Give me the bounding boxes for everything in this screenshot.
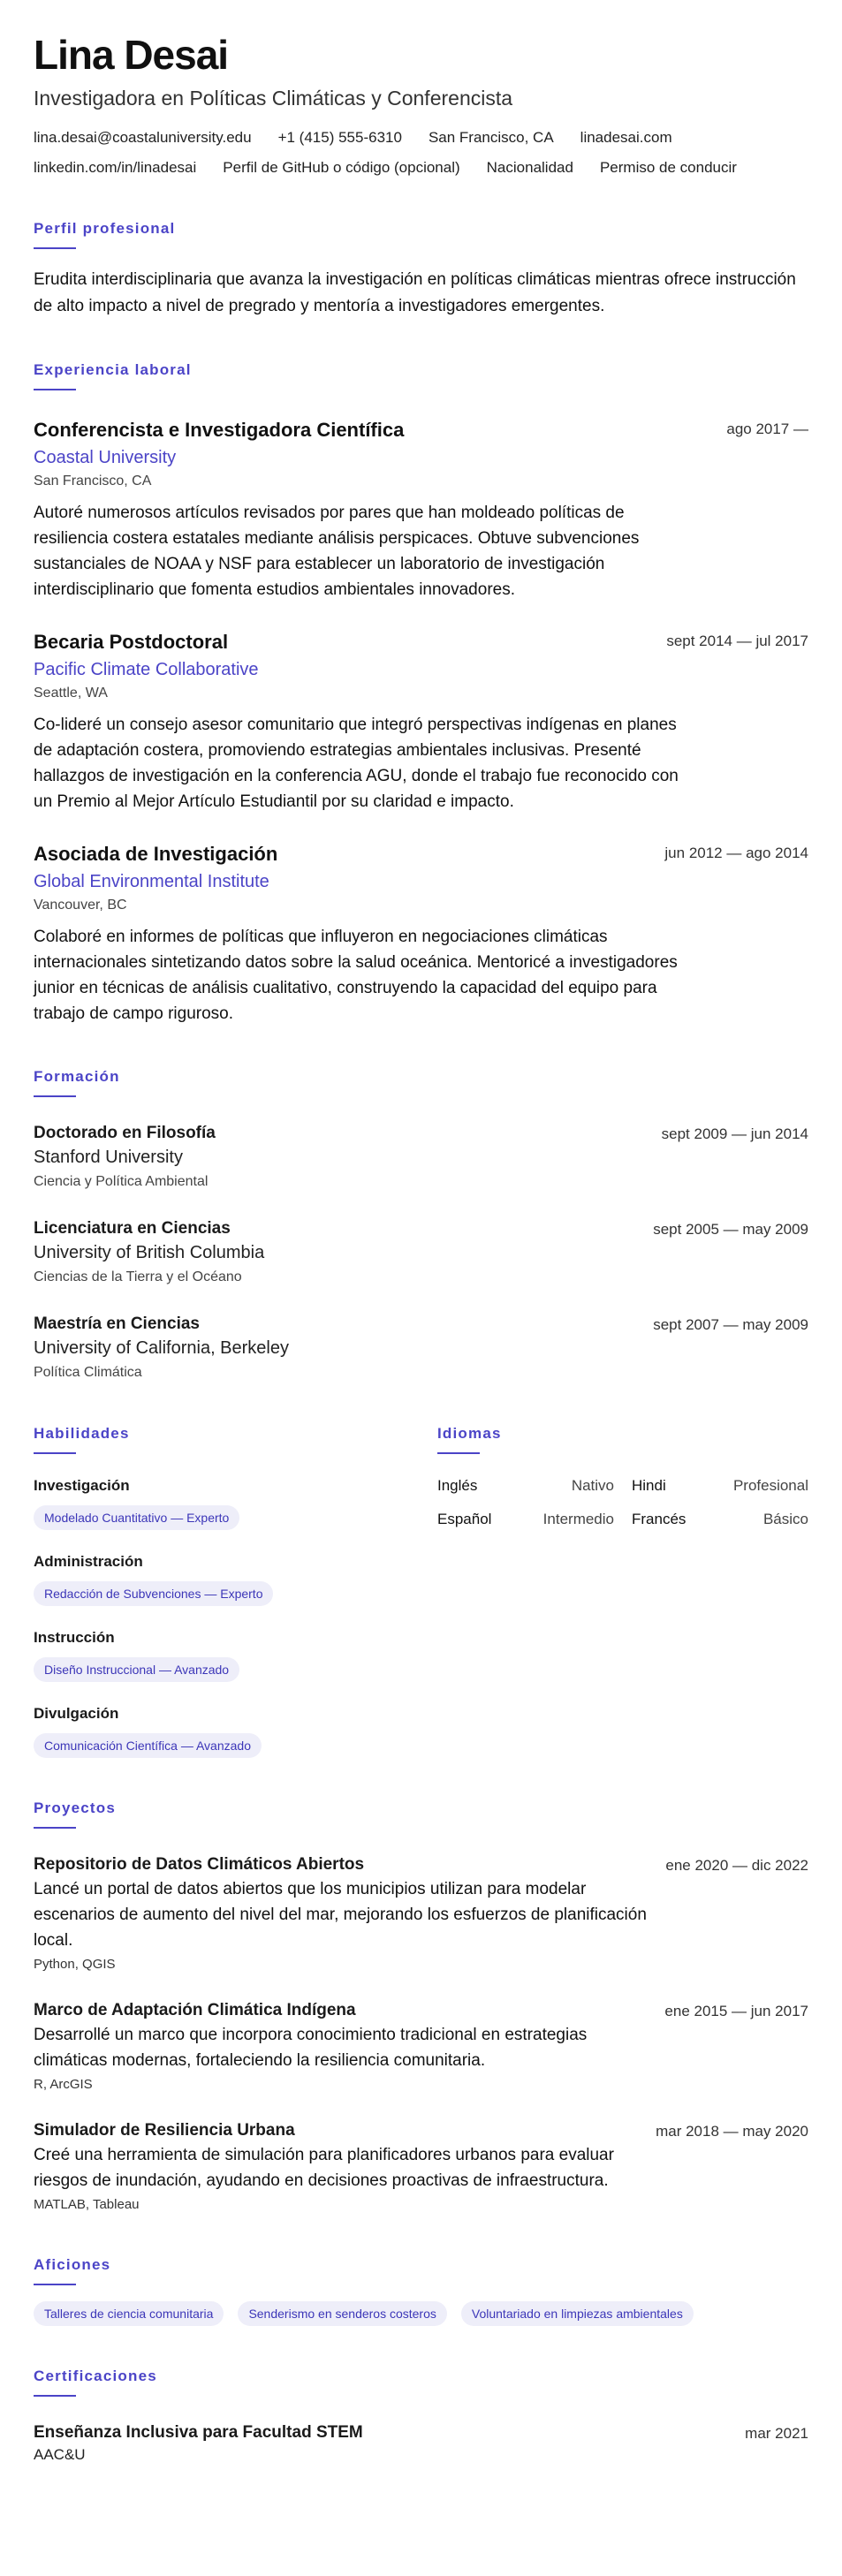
education-section [34,1067,808,1383]
job-location: Vancouver, BC [34,898,127,913]
education-dates: sept 2007 — may 2009 [653,1316,808,1333]
job-dates: jun 2012 — ago 2014 [664,845,808,861]
section-divider [34,1452,76,1454]
languages-grid [437,1475,808,1530]
project-entry [34,1853,808,1974]
skill-group [34,1475,405,1530]
job-company: Pacific Climate Collaborative [34,660,259,679]
skill-group [34,1627,405,1682]
job-location: San Francisco, CA [34,474,152,489]
section-title-skills: Habilidades [34,1425,130,1442]
school-name: University of British Columbia [34,1243,265,1262]
project-tech: Python, QGIS [34,1957,116,1972]
job-description: Co-lideré un consejo asesor comunitario que integró perspectivas indígenas en planes de adaptación costera, promoviendo estrategias ambientales inclusivas. Presenté hallazgos de investigación en la conferencia AGU, donde el trabajo fue reconocido con un Premio al Mejor Artículo Estudiantil por su claridad e impacto. [34,716,679,811]
section-title-profile: Perfil profesional [34,220,176,237]
project-dates: mar 2018 — may 2020 [656,2123,808,2140]
project-tech: MATLAB, Tableau [34,2197,140,2212]
section-title-projects: Proyectos [34,1799,117,1816]
hobby-pill: Voluntariado en limpiezas ambientales [461,2301,694,2326]
job-entry [34,417,808,602]
project-tech: R, ArcGIS [34,2077,93,2092]
section-title-education: Formación [34,1068,120,1085]
job-entry [34,629,808,814]
language-item [437,1475,614,1496]
degree-title: Doctorado en Filosofía [34,1124,216,1142]
field-of-study: Ciencias de la Tierra y el Océano [34,1269,242,1284]
job-location: Seattle, WA [34,686,108,701]
job-title: Asociada de Investigación [34,843,278,865]
project-description: Creé una herramienta de simulación para planificadores urbanos para evaluar riesgos de inundación, ayudando en decisiones proactivas de infraestructura. [34,2146,614,2190]
education-dates: sept 2009 — jun 2014 [661,1125,808,1142]
resume-header [34,30,808,178]
job-dates: sept 2014 — jul 2017 [666,633,808,649]
hobby-pill: Talleres de ciencia comunitaria [34,2301,224,2326]
education-entry [34,1122,808,1193]
skill-pill: Diseño Instruccional — Avanzado [34,1657,239,1682]
field-of-study: Política Climática [34,1365,142,1380]
language-item [437,1509,614,1530]
language-name: Hindi [632,1477,666,1494]
project-description: Lancé un portal de datos abiertos que los municipios utilizan para modelar escenarios de aumento del nivel del mar, mejorando los esfuerzos de planificación local. [34,1880,647,1950]
skills-languages-row [34,1424,808,1758]
section-title-experience: Experiencia laboral [34,361,192,378]
hobby-pill: Senderismo en senderos costeros [238,2301,446,2326]
school-name: University of California, Berkeley [34,1338,289,1358]
section-title-languages: Idiomas [437,1425,502,1442]
language-item [632,1475,808,1496]
skill-category: Investigación [34,1477,130,1494]
profile-summary: Erudita interdisciplinaria que avanza la investigación en políticas climáticas mientras ofrece instrucción de alto impacto a nivel de pregrado y mentoría a investigadores emergentes. [34,270,796,315]
skill-group [34,1703,405,1758]
education-entry [34,1217,808,1288]
section-divider [437,1452,480,1454]
language-item [632,1509,808,1530]
job-company: Global Environmental Institute [34,872,269,891]
project-title: Simulador de Resiliencia Urbana [34,2121,295,2140]
section-divider [34,2395,76,2397]
contact-email[interactable]: lina.desai@coastaluniversity.edu [34,129,252,146]
section-divider [34,389,76,390]
section-title-certifications: Certificaciones [34,2368,157,2384]
project-entry [34,2119,808,2215]
skill-category: Divulgación [34,1705,119,1722]
job-entry [34,841,808,1027]
project-entry [34,1999,808,2095]
hobbies-list [34,2301,808,2326]
contact-row-primary [34,127,808,148]
experience-section [34,360,808,1027]
language-level: Profesional [732,1477,808,1494]
job-company: Coastal University [34,448,177,467]
contact-nationality: Nacionalidad [486,159,573,176]
contact-github[interactable]: Perfil de GitHub o código (opcional) [223,159,460,176]
skill-pill: Redacción de Subvenciones — Experto [34,1581,273,1606]
section-title-hobbies: Aficiones [34,2256,111,2273]
languages-section [437,1424,808,1758]
language-level: Básico [762,1511,808,1527]
contact-phone[interactable]: +1 (415) 555-6310 [277,129,402,146]
project-dates: ene 2020 — dic 2022 [665,1857,808,1874]
skill-pill: Modelado Cuantitativo — Experto [34,1505,239,1530]
skill-category: Administración [34,1553,143,1570]
contact-driving-license: Permiso de conducir [599,159,737,176]
contact-location: San Francisco, CA [428,129,554,146]
project-dates: ene 2015 — jun 2017 [664,2003,808,2019]
section-divider [34,247,76,249]
certification-entry [34,2421,808,2466]
education-dates: sept 2005 — may 2009 [653,1221,808,1238]
school-name: Stanford University [34,1148,183,1167]
hobbies-section [34,2255,808,2326]
skill-category: Instrucción [34,1629,115,1646]
language-name: Inglés [437,1477,478,1494]
certification-date: mar 2021 [745,2425,808,2442]
language-name: Francés [632,1511,686,1527]
field-of-study: Ciencia y Política Ambiental [34,1174,209,1189]
skill-pill: Comunicación Científica — Avanzado [34,1733,262,1758]
certification-issuer: AAC&U [34,2446,86,2463]
degree-title: Maestría en Ciencias [34,1315,200,1333]
education-entry [34,1313,808,1383]
contact-row-secondary [34,157,808,178]
job-title: Becaria Postdoctoral [34,631,229,653]
contact-website[interactable]: linadesai.com [580,129,672,146]
certification-title: Enseñanza Inclusiva para Facultad STEM [34,2423,363,2442]
section-divider [34,2284,76,2285]
language-level: Nativo [571,1477,614,1494]
section-divider [34,1827,76,1829]
project-title: Repositorio de Datos Climáticos Abiertos [34,1855,365,1874]
candidate-name: Lina Desai [34,32,229,78]
section-divider [34,1095,76,1097]
candidate-role: Investigadora en Políticas Climáticas y Conferencista [34,87,513,110]
job-dates: ago 2017 — [726,420,808,437]
profile-section [34,219,808,320]
skill-group [34,1551,405,1606]
certifications-section [34,2367,808,2466]
degree-title: Licenciatura en Ciencias [34,1219,231,1238]
projects-section [34,1799,808,2215]
language-level: Intermedio [542,1511,614,1527]
job-title: Conferencista e Investigadora Científica [34,419,405,441]
skills-section [34,1424,405,1758]
contact-linkedin[interactable]: linkedin.com/in/linadesai [34,159,197,176]
job-description: Colaboré en informes de políticas que influyeron en negociaciones climáticas internacionales sintetizando datos sobre la salud oceánica. Mentoricé a investigadores junior en técnicas de análisis cualitativo, construyendo la capacidad del equipo para trabajo de campo riguroso. [34,928,678,1023]
project-description: Desarrollé un marco que incorpora conocimiento tradicional en estrategias climáticas modernas, fortaleciendo la resiliencia comunitaria. [34,2026,588,2070]
project-title: Marco de Adaptación Climática Indígena [34,2001,356,2019]
language-name: Español [437,1511,492,1527]
job-description: Autoré numerosos artículos revisados por pares que han moldeado políticas de resiliencia costera estatales mediante análisis perspicaces. Obtuve subvenciones sustanciales de NOAA y NSF para establecer un laboratorio de investigación interdisciplinario que fomenta estudios ambientales innovadores. [34,504,640,599]
